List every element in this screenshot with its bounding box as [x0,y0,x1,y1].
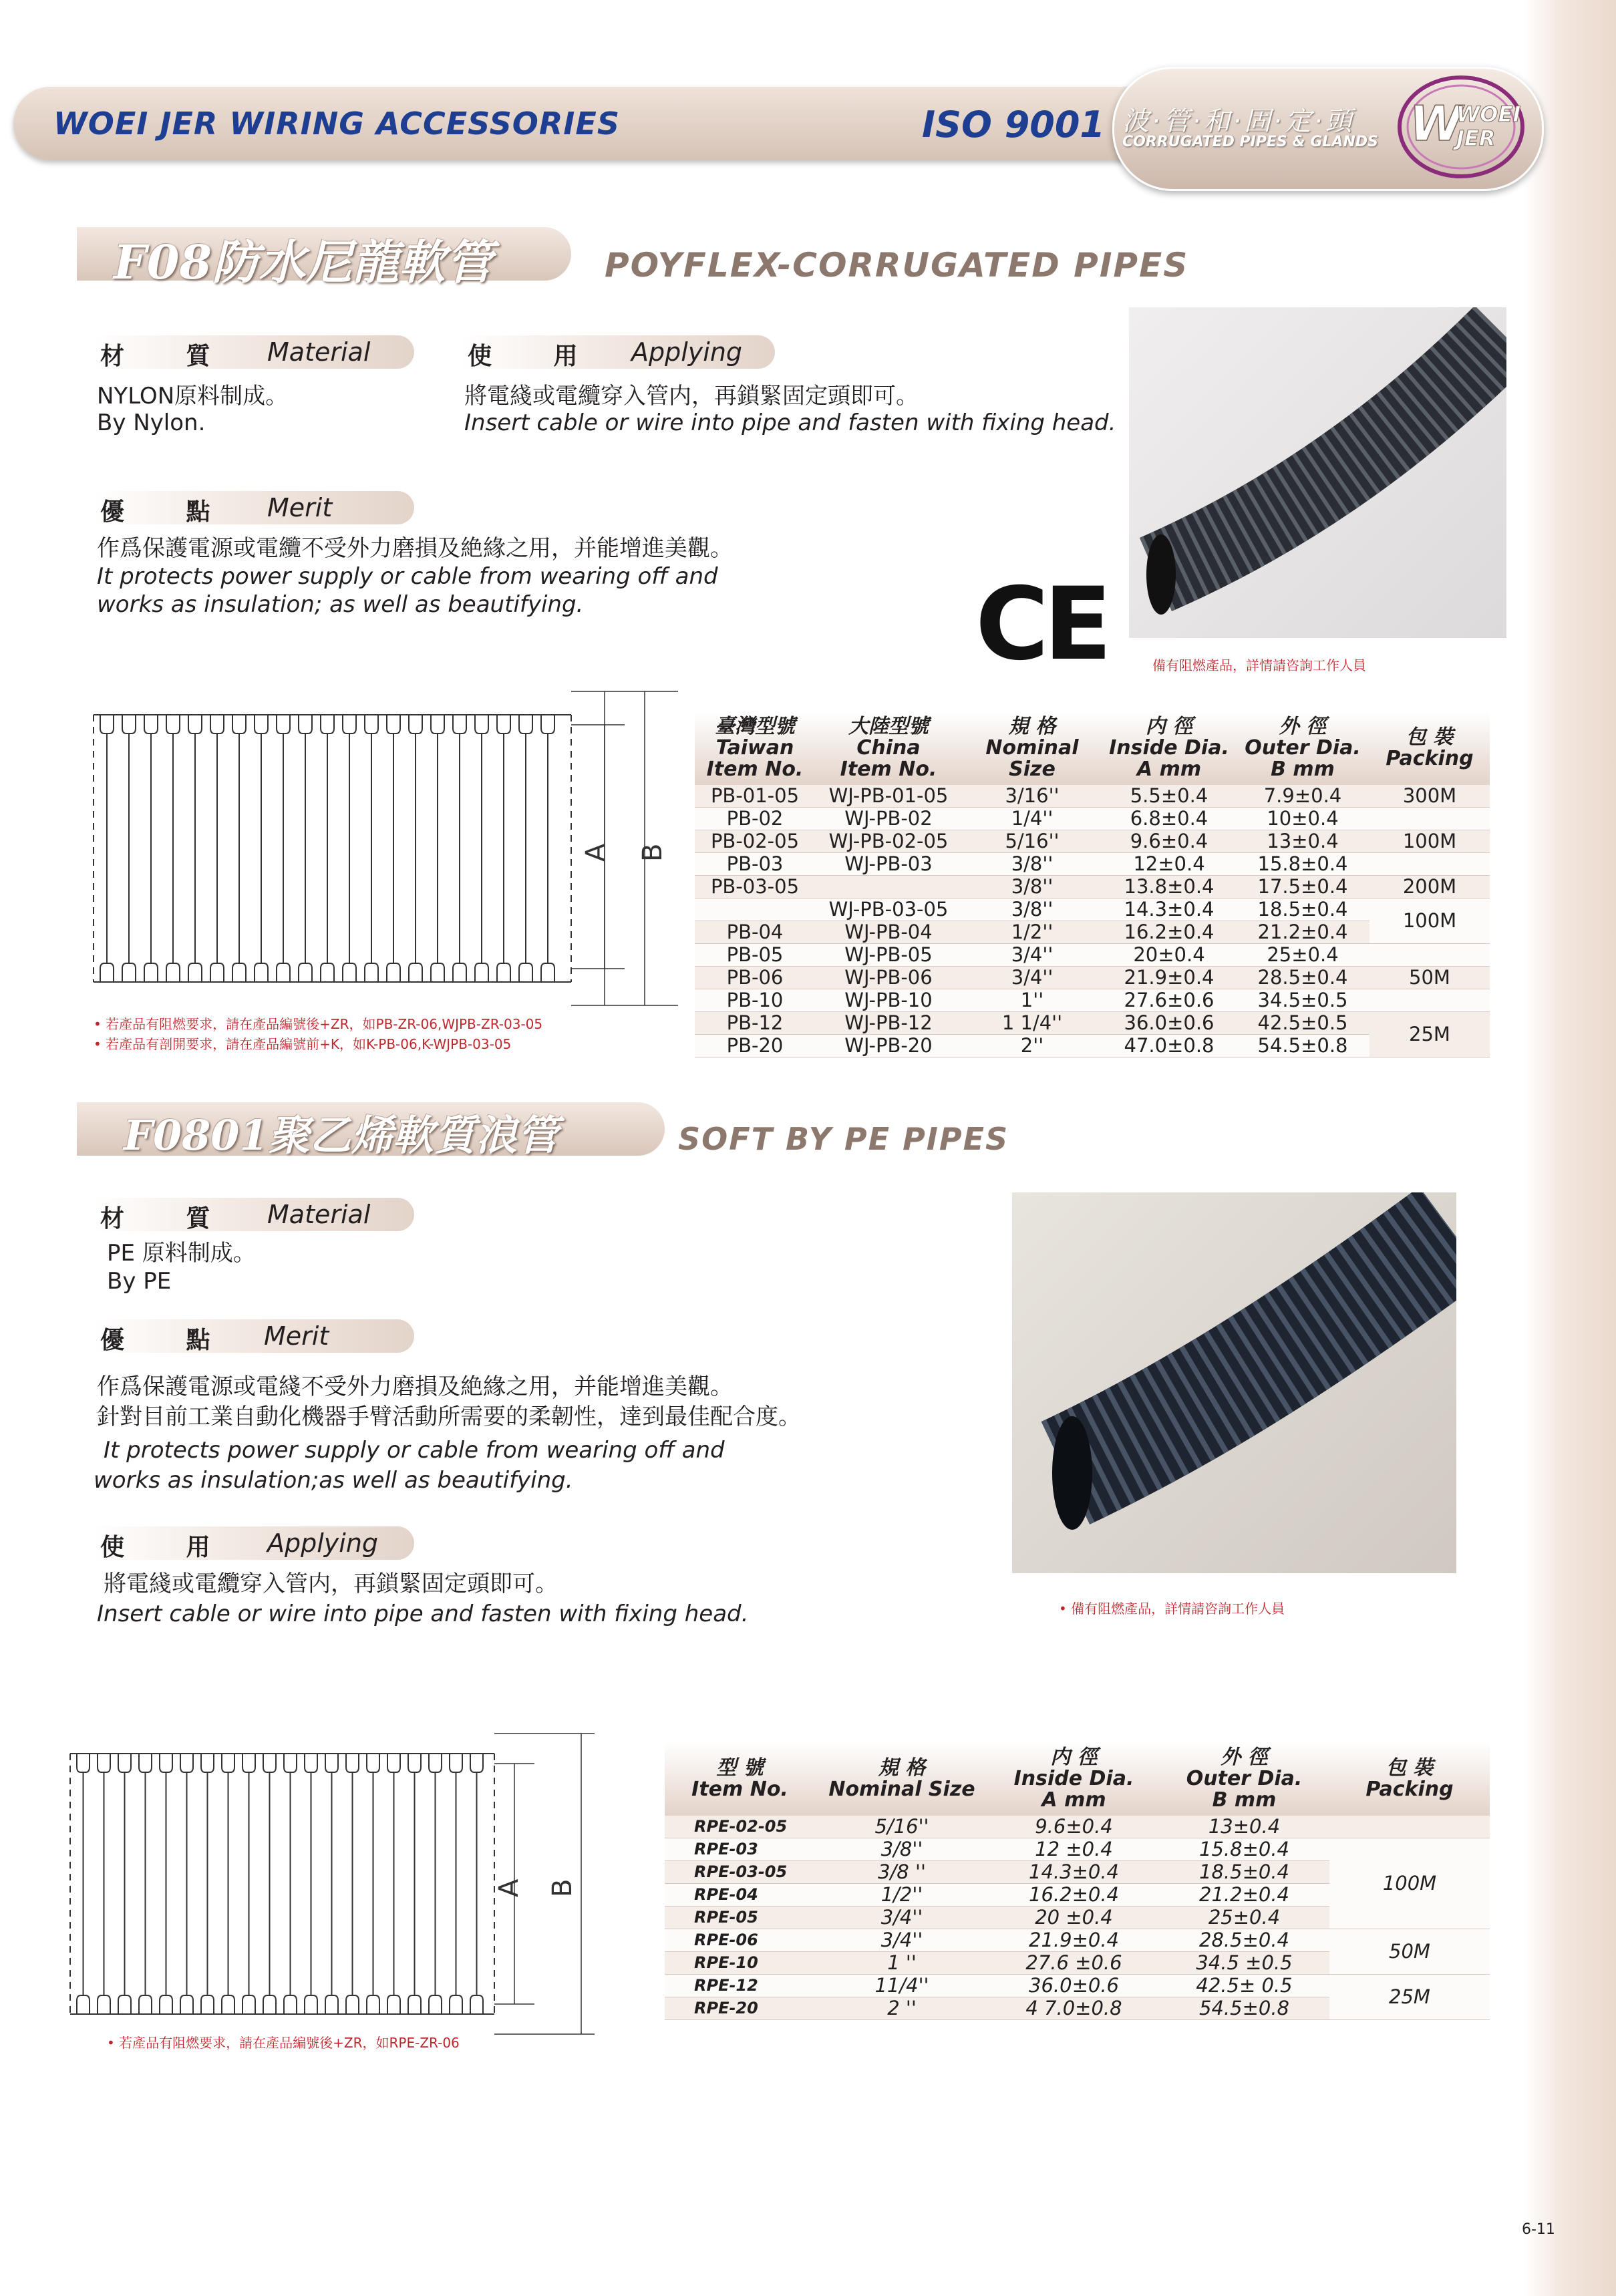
table-cell: 12 ±0.4 [989,1838,1159,1861]
table-cell: 14.3±0.4 [1102,898,1236,921]
pe-col-outer: 外 徑 Outer Dia. B mm [1159,1742,1329,1816]
table-cell: 1/2'' [962,921,1102,944]
section1-code: F08防水尼龍軟管 [114,234,493,290]
table-cell: 1/4'' [962,808,1102,830]
section2-note: • 若產品有阻燃要求，請在產品編號後+ZR，如RPE-ZR-06 [107,2035,460,2051]
table-cell: 7.9±0.4 [1236,785,1369,808]
table-cell: 9.6±0.4 [1102,830,1236,853]
dim-b-label: B [637,843,668,862]
section2-photo-note: • 備有阻燃產品，詳情請咨詢工作人員 [1059,1601,1285,1617]
table-cell: 6.8±0.4 [1102,808,1236,830]
table-row [695,808,1490,830]
pe-merit-text-cn-1: 作爲保護電源或電綫不受外力磨損及絶緣之用，并能增進美觀。 [97,1373,733,1400]
table-cell: 13±0.4 [1159,1816,1329,1838]
pipe-rib [139,1754,152,2014]
table-cell: 21.9±0.4 [989,1929,1159,1952]
table-cell: WJ-PB-20 [815,1035,962,1057]
pipe-rib [232,715,246,982]
table-cell: 4 7.0±0.8 [989,1997,1159,2020]
pipe-rib [325,1754,338,2014]
logo-bottom-text: JER [1456,126,1496,151]
ce-mark: CE [975,566,1107,683]
pipe-rib [98,1754,110,2014]
pipe-rib [387,715,400,982]
packing-cell: 25M [1369,1012,1490,1057]
table-cell: PB-10 [695,989,815,1012]
table-row [695,853,1490,876]
pipe-rib [118,1754,131,2014]
pipe-rib [201,1754,214,2014]
section2-title-en: SOFT BY PE PIPES [678,1121,1009,1157]
section1-note-2: • 若產品有剖開要求，請在產品編號前+K，如K-PB-06,K-WJPB-03-05 [94,1036,512,1052]
pe-material-text-cn: PE 原料制成。 [107,1240,256,1267]
pe-dim-a-label: A [494,1878,524,1897]
table-cell: PB-05 [695,944,815,967]
pe-merit-text-en-2: works as insulation;as well as beautifying. [94,1467,573,1494]
table-cell: 20 ±0.4 [989,1907,1159,1929]
table-cell: 15.8±0.4 [1159,1838,1329,1861]
table-cell: PB-20 [695,1035,815,1057]
pipe-rib [497,715,510,982]
pe-applying-text-en: Insert cable or wire into pipe and fasten with fixing head. [97,1601,749,1627]
table-cell: 1 '' [815,1952,989,1975]
pipe-rib [450,1754,462,2014]
pe-material-label-cn: 材 質 [100,1205,237,1233]
pipe-rib [243,1754,255,2014]
woei-jer-logo [1396,73,1526,180]
material-label-cn: 材 質 [100,343,237,370]
pipe-rib [122,715,136,982]
pipe-rib [284,1754,297,2014]
merit-label-cn: 優 點 [100,498,237,526]
table-cell: 16.2±0.4 [1102,921,1236,944]
pipe-rib [77,1754,90,2014]
table-cell: WJ-PB-02-05 [815,830,962,853]
table-cell: PB-04 [695,921,815,944]
table-cell: 14.3±0.4 [989,1861,1159,1884]
pe-pipe-drawing [67,1730,601,2037]
packing-cell: 100M [1329,1838,1490,1929]
table-cell: 28.5±0.4 [1159,1929,1329,1952]
pipe-rib [367,1754,379,2014]
table-cell: 54.5±0.8 [1236,1035,1369,1057]
table-cell: 9.6±0.4 [989,1816,1159,1838]
table-row [665,1838,1490,1861]
table-cell: 1'' [962,989,1102,1012]
table-cell: 1 1/4'' [962,1012,1102,1035]
table-cell: 27.6±0.6 [1102,989,1236,1012]
packing-cell: 100M [1369,898,1490,944]
packing-cell: 100M [1369,830,1490,853]
pipe-rib [180,1754,193,2014]
section1-photo-note: 備有阻燃產品，詳情請咨詢工作人員 [1152,657,1366,673]
table-cell: WJ-PB-12 [815,1012,962,1035]
pipe-rib [210,715,224,982]
material-label-en: Material [267,337,371,367]
table-cell: RPE-12 [665,1975,815,1997]
table-cell: PB-02-05 [695,830,815,853]
nylon-pipe-table [695,711,1490,1057]
table-cell: 3/8'' [962,876,1102,898]
table-cell: 2'' [962,1035,1102,1057]
table-cell: PB-03 [695,853,815,876]
pipe-rib [431,715,444,982]
packing-cell-empty [1369,944,1490,967]
pe-merit-text-en-1: It protects power supply or cable from wearing off and [104,1437,725,1464]
table-cell: 28.5±0.4 [1236,967,1369,989]
packing-cell: 300M [1369,785,1490,808]
pe-col-item: 型 號 Item No. [665,1742,815,1816]
iso-label: ISO 9001 [922,104,1105,146]
pipe-rib [429,1754,442,2014]
pipe-rib [100,715,114,982]
table-row [665,1816,1490,1838]
section1-note-1: • 若產品有阻燃要求，請在產品編號後+ZR，如PB-ZR-06,WJPB-ZR-03-05 [94,1016,543,1032]
table-cell: WJ-PB-02 [815,808,962,830]
table-cell: PB-03-05 [695,876,815,898]
table-cell: 36.0±0.6 [989,1975,1159,1997]
svg-text:W: W [1410,96,1463,152]
table-cell: WJ-PB-01-05 [815,785,962,808]
table-cell: 5/16'' [815,1816,989,1838]
table-cell: 1/2'' [815,1884,989,1907]
packing-cell-empty [1369,808,1490,830]
applying-label-cn: 使 用 [468,343,605,370]
table-cell: 3/4'' [962,944,1102,967]
pipe-rib [453,715,466,982]
logo-top-text: WOEI [1456,102,1521,127]
table-cell: PB-01-05 [695,785,815,808]
table-cell: PB-12 [695,1012,815,1035]
pe-applying-label-en: Applying [267,1528,379,1558]
table-cell: RPE-02-05 [665,1816,815,1838]
col-taiwan: 臺灣型號 Taiwan Item No. [695,711,815,785]
table-cell: 12±0.4 [1102,853,1236,876]
table-cell: 3/4'' [815,1907,989,1929]
table-row [695,989,1490,1012]
merit-text-en-1: It protects power supply or cable from wearing off and [97,563,718,590]
table-cell: WJ-PB-04 [815,921,962,944]
table-cell: 36.0±0.6 [1102,1012,1236,1035]
right-decorative-band [1523,0,1616,2296]
table-cell: PB-06 [695,967,815,989]
pe-merit-label-en: Merit [264,1321,329,1351]
table-cell: RPE-10 [665,1952,815,1975]
table-cell: 42.5±0.5 [1236,1012,1369,1035]
table-cell: RPE-20 [665,1997,815,2020]
table-cell: 18.5±0.4 [1159,1861,1329,1884]
table-cell: 3/8'' [815,1838,989,1861]
section1-notes [94,1014,542,1054]
pipe-rib [343,715,356,982]
table-row [695,830,1490,853]
pe-col-size: 規 格 Nominal Size [815,1742,989,1816]
table-cell: 3/8'' [962,853,1102,876]
pipe-rib [365,715,378,982]
table-row [695,898,1490,921]
table-cell: 21.2±0.4 [1236,921,1369,944]
pipe-rib [541,715,554,982]
table-cell: WJ-PB-06 [815,967,962,989]
pipe-rib [346,1754,359,2014]
applying-text-en: Insert cable or wire into pipe and fasten with fixing head. [464,409,1116,436]
table-cell: WJ-PB-03 [815,853,962,876]
table-cell: 5.5±0.4 [1102,785,1236,808]
pipe-rib [255,715,268,982]
pe-applying-label-cn: 使 用 [100,1534,237,1561]
merit-text-en-2: works as insulation; as well as beautifying. [97,591,584,618]
table-row [695,785,1490,808]
pe-material-text-en: By PE [107,1268,172,1295]
col-size: 規 格 Nominal Size [962,711,1102,785]
section2-code: F0801聚乙烯軟質浪管 [124,1111,558,1160]
table-row [695,944,1490,967]
packing-cell-empty [1369,853,1490,876]
section1-title-en: POYFLEX-CORRUGATED PIPES [605,246,1189,285]
nylon-pipe-drawing [90,688,691,1009]
pipe-rib [475,715,488,982]
packing-cell: 25M [1329,1975,1490,2020]
table-cell: 13±0.4 [1236,830,1369,853]
table-row [695,1012,1490,1035]
table-cell: 27.6 ±0.6 [989,1952,1159,1975]
badge-cn-text: 波·管·和·固·定·頭 [1122,106,1355,137]
table-cell: 34.5 ±0.5 [1159,1952,1329,1975]
table-cell: 5/16'' [962,830,1102,853]
table-cell: PB-02 [695,808,815,830]
applying-text-cn: 將電綫或電纜穿入管内，再鎖緊固定頭即可。 [464,383,919,409]
pe-col-packing: 包 裝 Packing [1329,1742,1490,1816]
packing-cell: 50M [1369,967,1490,989]
merit-label-en: Merit [267,493,333,522]
packing-cell: 200M [1369,876,1490,898]
pipe-rib [263,1754,276,2014]
table-cell: RPE-04 [665,1884,815,1907]
pe-applying-text-cn: 將電綫或電纜穿入管内，再鎖緊固定頭即可。 [104,1571,558,1597]
pipe-rib [305,1754,317,2014]
table-cell: 10±0.4 [1236,808,1369,830]
table-cell: 3/8 '' [815,1861,989,1884]
pipe-rib [470,1754,483,2014]
table-cell [815,876,962,898]
pipe-rib [277,715,290,982]
pe-col-inside: 内 徑 Inside Dia. A mm [989,1742,1159,1816]
pe-pipe-table [665,1742,1490,2020]
table-cell: 3/8'' [962,898,1102,921]
table-cell: 17.5±0.4 [1236,876,1369,898]
table-row [695,967,1490,989]
table-cell: 47.0±0.8 [1102,1035,1236,1057]
material-text-en: By Nylon. [97,409,206,436]
table-cell: 21.2±0.4 [1159,1884,1329,1907]
pipe-rib [299,715,312,982]
pipe-rib [387,1754,400,2014]
pe-merit-label-cn: 優 點 [100,1327,237,1354]
page-number: 6-11 [1522,2221,1555,2238]
table-row [695,876,1490,898]
pe-material-label-en: Material [267,1200,371,1229]
table-cell: 25±0.4 [1159,1907,1329,1929]
table-cell: 25±0.4 [1236,944,1369,967]
table-cell: 3/16'' [962,785,1102,808]
pe-pipe-photo [1012,1192,1456,1573]
packing-cell: 50M [1329,1929,1490,1975]
table-cell: 42.5± 0.5 [1159,1975,1329,1997]
table-cell: 13.8±0.4 [1102,876,1236,898]
table-cell: WJ-PB-10 [815,989,962,1012]
table-cell: 21.9±0.4 [1102,967,1236,989]
dim-a-label: A [581,843,611,862]
table-cell: 3/4'' [815,1929,989,1952]
table-cell: WJ-PB-05 [815,944,962,967]
table-cell: 3/4'' [962,967,1102,989]
pe-merit-text-cn-2: 針對目前工業自動化機器手臂活動所需要的柔韌性，達到最佳配合度。 [97,1404,801,1430]
col-packing: 包 裝 Packing [1369,711,1490,785]
table-cell: RPE-03-05 [665,1861,815,1884]
table-cell: 54.5±0.8 [1159,1997,1329,2020]
pipe-rib [188,715,202,982]
pe-dim-b-label: B [547,1878,578,1897]
table-cell [695,898,815,921]
table-row [665,1975,1490,1997]
table-cell: RPE-06 [665,1929,815,1952]
nylon-pipe-photo [1129,307,1506,638]
pipe-rib [144,715,158,982]
packing-cell-empty [1369,989,1490,1012]
material-text-cn: NYLON原料制成。 [97,383,289,409]
table-cell: 18.5±0.4 [1236,898,1369,921]
pipe-rib [409,715,422,982]
table-cell: 20±0.4 [1102,944,1236,967]
table-row [665,1929,1490,1952]
pipe-rib [166,715,180,982]
table-cell: 2 '' [815,1997,989,2020]
table-cell: RPE-03 [665,1838,815,1861]
packing-cell-empty [1329,1816,1490,1838]
col-china: 大陸型號 China Item No. [815,711,962,785]
table-cell: 16.2±0.4 [989,1884,1159,1907]
pipe-rib [222,1754,234,2014]
applying-label-en: Applying [631,337,743,367]
company-name: WOEI JER WIRING ACCESSORIES [53,106,620,142]
badge-en-text: CORRUGATED PIPES & GLANDS [1122,134,1378,150]
merit-text-cn: 作爲保護電源或電纜不受外力磨損及絶緣之用，并能增進美觀。 [97,535,733,562]
col-inside: 内 徑 Inside Dia. A mm [1102,711,1236,785]
col-outer: 外 徑 Outer Dia. B mm [1236,711,1369,785]
table-cell: 34.5±0.5 [1236,989,1369,1012]
pipe-rib [519,715,532,982]
pipe-rib [321,715,334,982]
table-cell: 11/4'' [815,1975,989,1997]
pipe-rib [408,1754,421,2014]
table-cell: RPE-05 [665,1907,815,1929]
pipe-rib [160,1754,172,2014]
table-cell: WJ-PB-03-05 [815,898,962,921]
table-cell: 15.8±0.4 [1236,853,1369,876]
